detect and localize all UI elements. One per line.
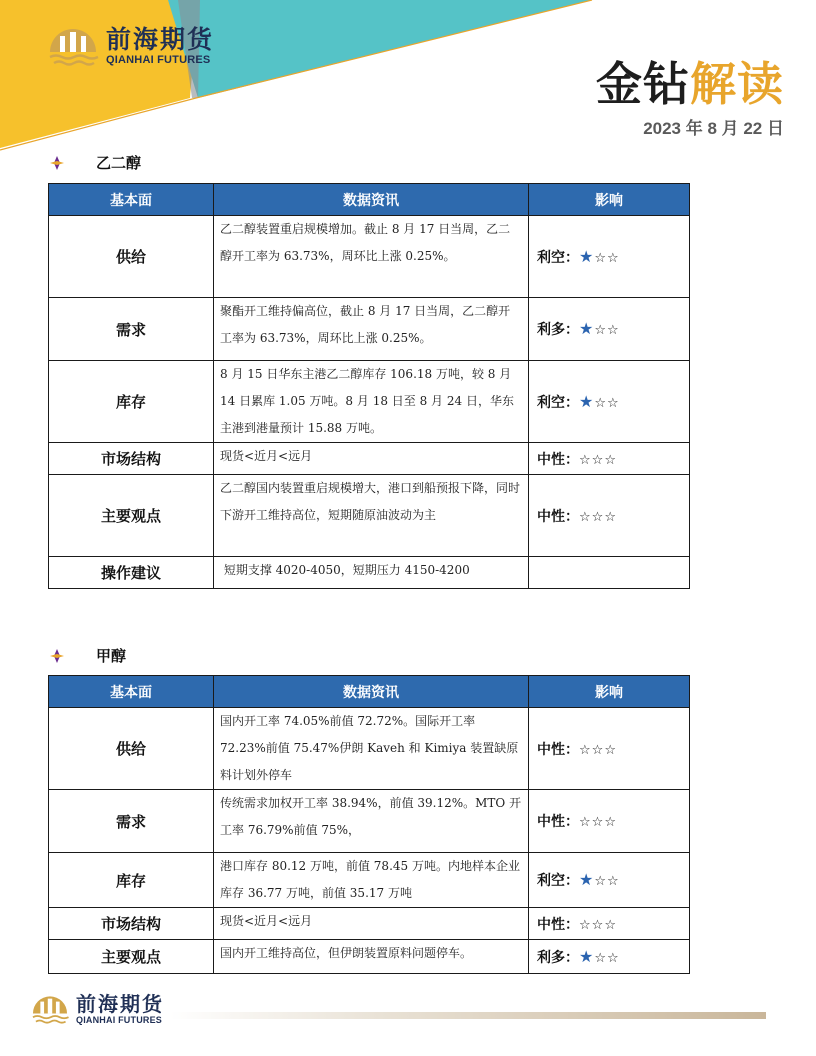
star-empty-icon: ☆	[604, 742, 617, 758]
impact-cell	[529, 708, 690, 790]
ethylene-glycol-table	[48, 183, 690, 589]
rating-stars	[579, 946, 620, 966]
row-data: 传统需求加权开工率 38.94%，前值 39.12%。MTO 开工率 76.79%前值 75%，	[214, 790, 529, 853]
impact-label: 中性：	[537, 916, 579, 933]
impact-cell	[529, 908, 690, 940]
star-empty-icon: ☆	[594, 874, 607, 889]
star-empty-icon: ☆	[591, 917, 605, 933]
impact-label: 利空：	[537, 394, 579, 411]
star-empty-icon: ☆	[579, 815, 592, 830]
column-header: 影响	[529, 184, 690, 216]
row-key: 需求	[49, 790, 214, 853]
logo-name-en: QIANHAI FUTURES	[76, 1015, 162, 1025]
report-title-part2: 解读	[690, 57, 784, 111]
impact-label: 利空：	[537, 873, 579, 889]
star-empty-icon: ☆	[594, 395, 607, 411]
table-row	[49, 908, 690, 940]
table-row	[49, 708, 690, 790]
star-filled-icon: ★	[579, 946, 595, 966]
star-empty-icon: ☆	[579, 742, 592, 758]
rating-stars	[579, 453, 617, 468]
row-key: 供给	[49, 708, 214, 790]
row-key: 库存	[49, 853, 214, 908]
table-row	[49, 216, 690, 298]
column-header: 数据资讯	[214, 184, 529, 216]
star-empty-icon: ☆	[607, 323, 620, 338]
star-empty-icon: ☆	[604, 815, 617, 830]
star-empty-icon: ☆	[591, 742, 605, 758]
section-title-ethylene-glycol	[50, 152, 141, 173]
star-empty-icon: ☆	[594, 323, 607, 338]
impact-label: 中性：	[537, 508, 579, 525]
star-empty-icon: ☆	[604, 917, 617, 933]
impact-cell	[529, 361, 690, 443]
rating-stars	[579, 918, 617, 933]
table-row	[49, 298, 690, 361]
row-data: 现货<近月<远月	[214, 443, 529, 475]
row-data: 乙二醇装置重启规模增加。截止 8 月 17 日当周，乙二醇开工率为 63.73%，周环比上涨 0.25%。	[214, 216, 529, 298]
row-key: 主要观点	[49, 940, 214, 974]
rating-stars	[579, 870, 620, 889]
row-key: 市场结构	[49, 443, 214, 475]
row-key: 主要观点	[49, 475, 214, 557]
table-row	[49, 443, 690, 475]
section-name: 乙二醇	[96, 154, 142, 172]
impact-cell	[529, 940, 690, 974]
table-row	[49, 790, 690, 853]
star-empty-icon: ☆	[607, 874, 620, 889]
row-data: 现货<近月<远月	[214, 908, 529, 940]
star-filled-icon: ★	[579, 391, 595, 411]
row-data: 乙二醇国内装置重启规模增大，港口到船预报下降，同时下游开工维持高位，短期随原油波动为主	[214, 475, 529, 557]
impact-label: 利多：	[537, 322, 579, 338]
column-header: 基本面	[49, 184, 214, 216]
table-row	[49, 557, 690, 589]
impact-cell	[529, 475, 690, 557]
bullet-icon	[50, 649, 64, 663]
star-empty-icon: ☆	[604, 452, 617, 468]
star-empty-icon: ☆	[579, 917, 592, 933]
impact-cell	[529, 853, 690, 908]
star-empty-icon: ☆	[591, 815, 605, 830]
impact-cell	[529, 216, 690, 298]
qianhai-logo-icon	[30, 990, 70, 1028]
table-header-row	[49, 676, 690, 708]
rating-stars	[579, 743, 617, 758]
table-row	[49, 361, 690, 443]
logo-name-cn: 前海期货	[106, 25, 215, 54]
star-empty-icon: ☆	[591, 452, 605, 468]
impact-cell	[529, 298, 690, 361]
star-filled-icon: ★	[579, 319, 595, 338]
row-key: 市场结构	[49, 908, 214, 940]
row-data: 聚酯开工维持偏高位，截止 8 月 17 日当周，乙二醇开工率为 63.73%，周环比上涨 0.25%。	[214, 298, 529, 361]
brand-logo	[46, 22, 214, 70]
star-empty-icon: ☆	[579, 509, 592, 525]
logo-name-en: QIANHAI FUTURES	[106, 54, 211, 66]
star-empty-icon: ☆	[594, 950, 607, 966]
row-key: 操作建议	[49, 557, 214, 589]
star-filled-icon: ★	[579, 246, 595, 266]
logo-name-cn: 前海期货	[76, 992, 164, 1016]
footer-divider	[170, 1012, 766, 1019]
table-row	[49, 475, 690, 557]
report-date: 2023 年 8 月 22 日	[643, 119, 784, 138]
star-empty-icon: ☆	[607, 250, 620, 266]
row-data: 国内开工率 74.05%前值 72.72%。国际开工率 72.23%前值 75.47%伊朗 Kaveh 和 Kimiya 装置缺原料计划外停车	[214, 708, 529, 790]
methanol-table	[48, 675, 690, 974]
rating-stars	[579, 510, 617, 525]
star-empty-icon: ☆	[604, 509, 617, 525]
row-data: 短期支撑 4020-4050，短期压力 4150-4200	[214, 557, 529, 589]
report-title-part1: 金钻	[596, 57, 690, 111]
section-title-methanol	[50, 645, 126, 666]
table-row	[49, 853, 690, 908]
row-key: 供给	[49, 216, 214, 298]
column-header: 影响	[529, 676, 690, 708]
impact-cell	[529, 557, 690, 589]
row-data: 港口库存 80.12 万吨，前值 78.45 万吨。内地样本企业库存 36.77 万吨，前值 35.17 万吨	[214, 853, 529, 908]
rating-stars	[579, 391, 620, 411]
row-key: 库存	[49, 361, 214, 443]
impact-label: 利多：	[537, 949, 579, 966]
star-empty-icon: ☆	[607, 950, 620, 966]
impact-cell	[529, 443, 690, 475]
impact-label: 利空：	[537, 249, 579, 266]
star-empty-icon: ☆	[594, 250, 607, 266]
star-empty-icon: ☆	[607, 395, 620, 411]
row-data: 国内开工维持高位，但伊朗装置原料问题停车。	[214, 940, 529, 974]
row-data: 8 月 15 日华东主港乙二醇库存 106.18 万吨，较 8 月 14 日累库 1.05 万吨。8 月 18 日至 8 月 24 日，华东主港到港量预计 15.88 万吨。	[214, 361, 529, 443]
impact-label: 中性：	[537, 451, 579, 468]
impact-cell	[529, 790, 690, 853]
table-header-row	[49, 184, 690, 216]
table-row	[49, 940, 690, 974]
star-empty-icon: ☆	[579, 452, 592, 468]
row-key: 需求	[49, 298, 214, 361]
bullet-icon	[50, 156, 64, 170]
rating-stars	[579, 319, 620, 338]
footer-logo	[30, 990, 164, 1028]
rating-stars	[579, 246, 620, 266]
column-header: 数据资讯	[214, 676, 529, 708]
star-filled-icon: ★	[579, 870, 595, 889]
column-header: 基本面	[49, 676, 214, 708]
qianhai-logo-icon	[46, 22, 100, 70]
impact-label: 中性：	[537, 741, 579, 758]
section-name: 甲醇	[96, 647, 127, 665]
star-empty-icon: ☆	[591, 509, 605, 525]
rating-stars	[579, 815, 617, 830]
impact-label: 中性：	[537, 814, 579, 830]
report-title	[596, 48, 784, 114]
